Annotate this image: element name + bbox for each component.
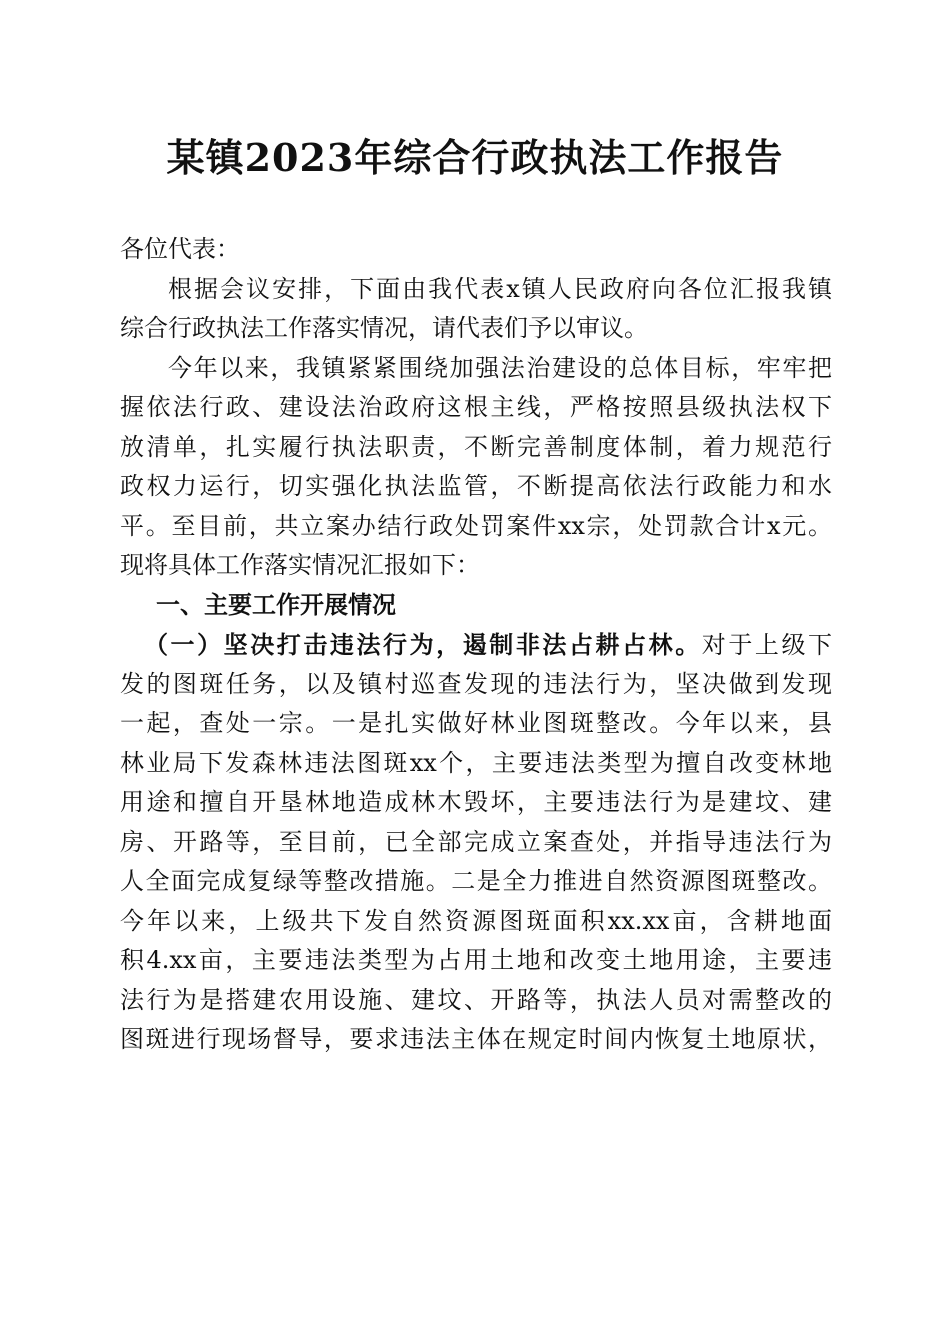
paragraph-2-line: 平。至目前，共立案办结行政处罚案件xx宗，处罚款合计x元。 <box>120 511 832 540</box>
subsection-1-first-line <box>120 625 832 665</box>
subsection-1-line: 房、开路等，至目前，已全部完成立案查处，并指导违法行为 <box>120 827 832 856</box>
subsection-1-line: 今年以来，上级共下发自然资源图斑面积xx.xx亩，含耕地面 <box>120 906 832 935</box>
subsection-1-lead: （一）坚决打击违法行为，遏制非法占耕占林。 <box>144 630 702 659</box>
subsection-1-line: 林业局下发森林违法图斑xx个，主要违法类型为擅自改变林地 <box>120 748 832 777</box>
salutation: 各位代表： <box>120 235 240 263</box>
document-body <box>120 230 832 1060</box>
subsection-1-line: 图斑进行现场督导，要求违法主体在规定时间内恢复土地原状， <box>120 1025 832 1053</box>
paragraph-2-line: 放清单，扎实履行执法职责，不断完善制度体制，着力规范行 <box>120 432 832 461</box>
subsection-1-line: 一起，查处一宗。一是扎实做好林业图斑整改。今年以来，县 <box>120 709 832 737</box>
subsection-1-first-rest: 对于上级下 <box>701 631 833 659</box>
subsection-1-line: 人全面完成复绿等整改措施。二是全力推进自然资源图斑整改。 <box>120 867 832 895</box>
paragraph-1-line: 综合行政执法工作落实情况，请代表们予以审议。 <box>120 314 648 342</box>
document-title: 某镇2023年综合行政执法工作报告 <box>166 135 784 180</box>
paragraph-2-line: 今年以来，我镇紧紧围绕加强法治建设的总体目标，牢牢把 <box>168 353 832 382</box>
paragraph-2-line: 政权力运行，切实强化执法监管，不断提高依法行政能力和水 <box>120 472 832 500</box>
subsection-1-line: 法行为是搭建农用设施、建坟、开路等，执法人员对需整改的 <box>120 985 832 1014</box>
section-heading: 一、主要工作开展情况 <box>156 590 396 619</box>
paragraph-2-line: 现将具体工作落实情况汇报如下： <box>120 551 480 579</box>
subsection-1-line: 用途和擅自开垦林地造成林木毁坏，主要违法行为是建坟、建 <box>120 788 832 816</box>
subsection-1-line: 发的图斑任务，以及镇村巡查发现的违法行为，坚决做到发现 <box>120 669 832 698</box>
paragraph-2-line: 握依法行政、建设法治政府这根主线，严格按照县级执法权下 <box>120 393 832 421</box>
subsection-1-line: 积4.xx亩，主要违法类型为占用土地和改变土地用途，主要违 <box>120 946 832 974</box>
paragraph-1-line: 根据会议安排，下面由我代表x镇人民政府向各位汇报我镇 <box>168 274 832 303</box>
